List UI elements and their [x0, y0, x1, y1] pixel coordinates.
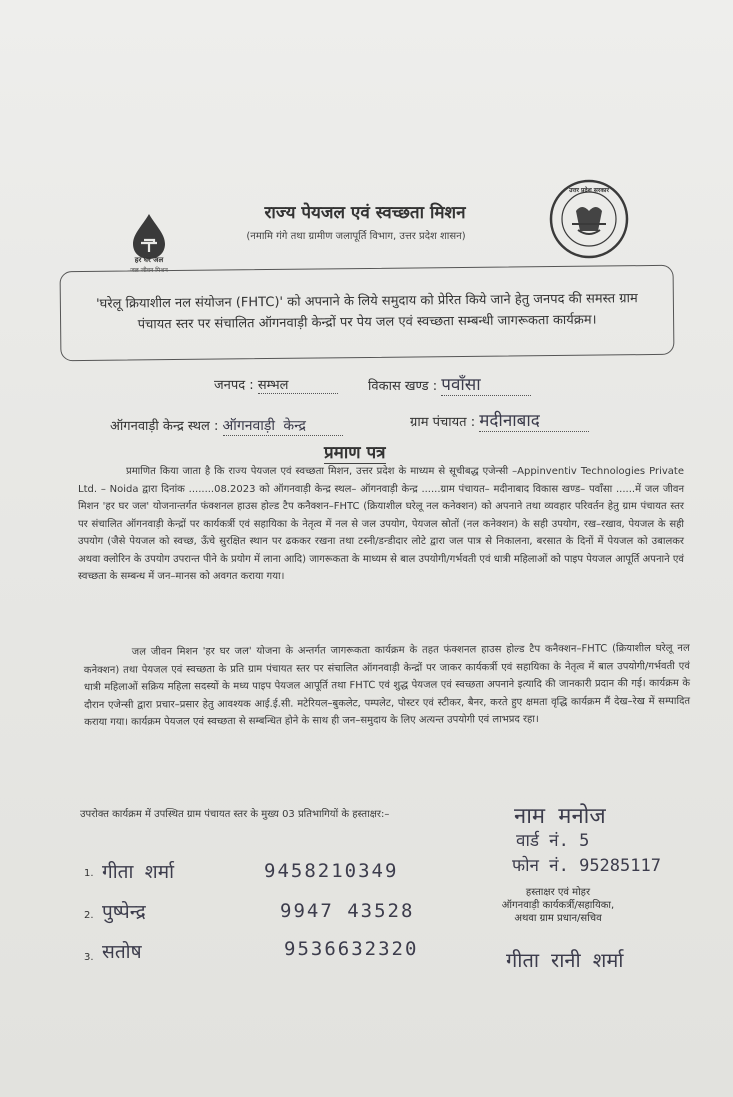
participant-phone: 9947 43528 — [280, 900, 415, 922]
signatory-line-3: अथवा ग्राम प्रधान/सचिव — [514, 913, 602, 924]
handwritten-ward: वार्ड नं. 5 — [516, 831, 590, 851]
organization-subtitle: (नमामि गंगे तथा ग्रामीण जलापूर्ति विभाग, उत्तर प्रदेश शासन) — [246, 231, 466, 242]
block-label: विकास खण्ड : — [368, 379, 438, 394]
center-value: ऑगनवाड़ी केन्द्र — [223, 416, 343, 436]
seal-text: उत्तर प्रदेश सरकार — [569, 187, 609, 194]
participant-phone: 9458210349 — [264, 860, 399, 882]
participant-row — [84, 900, 415, 923]
center-label: ऑगनवाड़ी केन्द्र स्थल : — [110, 419, 219, 434]
block-field — [368, 372, 531, 396]
block-value: पवाँसा — [441, 372, 531, 396]
up-government-seal — [548, 178, 630, 260]
program-title-box — [60, 265, 675, 361]
handwritten-phone: फोन नं. 95285117 — [512, 856, 661, 876]
program-title-text: 'घरेलू क्रियाशील नल संयोजन (FHTC)' को अपनाने के लिये समुदाय को प्रेरित किये जाने हेतु जनपद की समस्त ग्राम पंचायत स्तर पर संचालित ऑगनवाड़ी केन्द्रों पर पेय जल एवं स्वच्छता सम्बन्धी जागरूकता कार्यक्रम। — [95, 291, 638, 333]
district-field — [214, 375, 338, 394]
participants-note: उपरोक्त कार्यक्रम में उपस्थित ग्राम पंचायत स्तर के मुख्य 03 प्रतिभागियों के हस्ताक्षर:– — [80, 809, 390, 820]
participant-row — [84, 860, 399, 883]
participant-number: 3. — [84, 952, 94, 963]
signatory-line-2: ऑगनवाड़ी कार्यकर्त्री/सहायिका, — [501, 900, 615, 911]
panchayat-value: मदीनाबाद — [479, 408, 589, 432]
participant-number: 2. — [84, 910, 94, 921]
certificate-title: प्रमाण पत्र — [324, 440, 386, 464]
signatory-block — [478, 886, 638, 925]
participant-number: 1. — [84, 868, 94, 879]
signatory-line-1: हस्ताक्षर एवं मोहर — [525, 887, 591, 898]
participant-name: पुष्पेन्द्र — [102, 901, 146, 923]
district-value: सम्भल — [258, 375, 338, 394]
certificate-paragraph-2: जल जीवन मिशन 'हर घर जल' योजना के अन्तर्गत जागरूकता कार्यक्रम के तहत फंक्शनल हाउस होल्ड टैप कनैक्शन–FHTC (क्रियाशील घरेलू नल कनेक्शन) तथा पेयजल एवं स्वच्छता के प्रति ग्राम पंचायत स्तर पर संचालित ऑगनवाड़ी केन्द्रों पर जाकर कार्यकर्त्री एवं सहायिका के नेतृत्व में बाल उपयोगी/गर्भवती एवं धात्री महिलाओं सक्रिय महिला सदस्यों के मध्य पाइप पेयजल आपूर्ति तथा FHTC एवं शुद्ध पेयजल एवं स्वच्छता अपनाने इत्यादि की जानकारी प्रदान की गई। कार्यक्रम के दौरान एजेन्सी द्वारा प्रचार–प्रसार हेतु आवश्यक आई.ई.सी. मटेरियल–बुकलेट, पम्पलेट, पोस्टर एवं स्टीकर, बैनर, करते हुए क्षमता वृद्धि कार्यक्रम मैं देख–रेख में सम्पादित कराया गया। कार्यक्रम पेयजल एवं स्वच्छता से सम्बन्धित होने के साथ ही जन–समुदाय के लिए अत्यन्त उपयोगी एवं लाभप्रद रहा। — [83, 642, 691, 729]
participant-phone: 9536632320 — [284, 938, 419, 960]
logo-text: हर घर जल — [134, 256, 164, 264]
panchayat-label: ग्राम पंचायत : — [410, 415, 476, 430]
participant-name: सतोष — [102, 941, 142, 963]
handwritten-name: नाम मनोज — [514, 804, 606, 829]
participant-row — [84, 938, 419, 963]
signatory-signature: गीता रानी शर्मा — [506, 948, 624, 972]
certificate-paragraph-1: प्रमाणित किया जाता है कि राज्य पेयजल एवं स्वच्छता मिशन, उत्तर प्रदेश के माध्यम से सूचीबद्ध एजेन्सी –Appinventiv Technologies Private Ltd. – Noida द्वारा दिनांक ........08.2023 को ऑगनवाड़ी केन्द्र स्थल– ऑगनवाड़ी केन्द्र ......ग्राम पंचायत– मदीनाबाद विकास खण्ड– पवाँसा ......में जल जीवन मिशन 'हर घर जल' योजनान्तर्गत फंक्शनल हाउस होल्ड टैप कनैक्शन–FHTC (क्रियाशील घरेलू नल कनेक्शन) को अपनाने तथा व्यवहार परिवर्तन हेतु ग्राम पंचायत स्तर पर संचालित ऑगनवाड़ी केन्द्रों पर कार्यकर्त्री एवं सहायिका के नेतृत्व में नल से जल उपयोग, पेयजल स्रोतों (नल कनेक्शन) के सही उपयोग, रख–रखाव, पेयजल के सही उपयोग (जैसे पेयजल को स्वच्छ, ऊँचे सुरक्षित स्थान पर ढककर रखना तथा टस्नी/डन्डीदार लोटे द्वारा जल पात्र से निकालना, बरसात के दिनों में पेयजल को उबालकर अथवा क्लोरिन के उपयोग उपरान्त पीने के प्रयोग में लाना आदि) जागरूकता के माध्यम से बाल उपयोगी/गर्भवती एवं धात्री महिलाओं को पाइप पेयजल आपूर्ति अपनाने एवं स्वच्छता के सम्बन्ध में जन–मानस को अवगत कराया गया। — [78, 466, 684, 582]
participant-name: गीता शर्मा — [102, 861, 175, 883]
center-field — [110, 416, 343, 436]
logo-subtext: जल जीवन मिशन — [130, 267, 168, 274]
district-label: जनपद : — [214, 378, 254, 393]
panchayat-field — [410, 408, 589, 432]
organization-title: राज्य पेयजल एवं स्वच्छता मिशन — [264, 203, 466, 223]
har-ghar-jal-logo — [120, 212, 178, 278]
